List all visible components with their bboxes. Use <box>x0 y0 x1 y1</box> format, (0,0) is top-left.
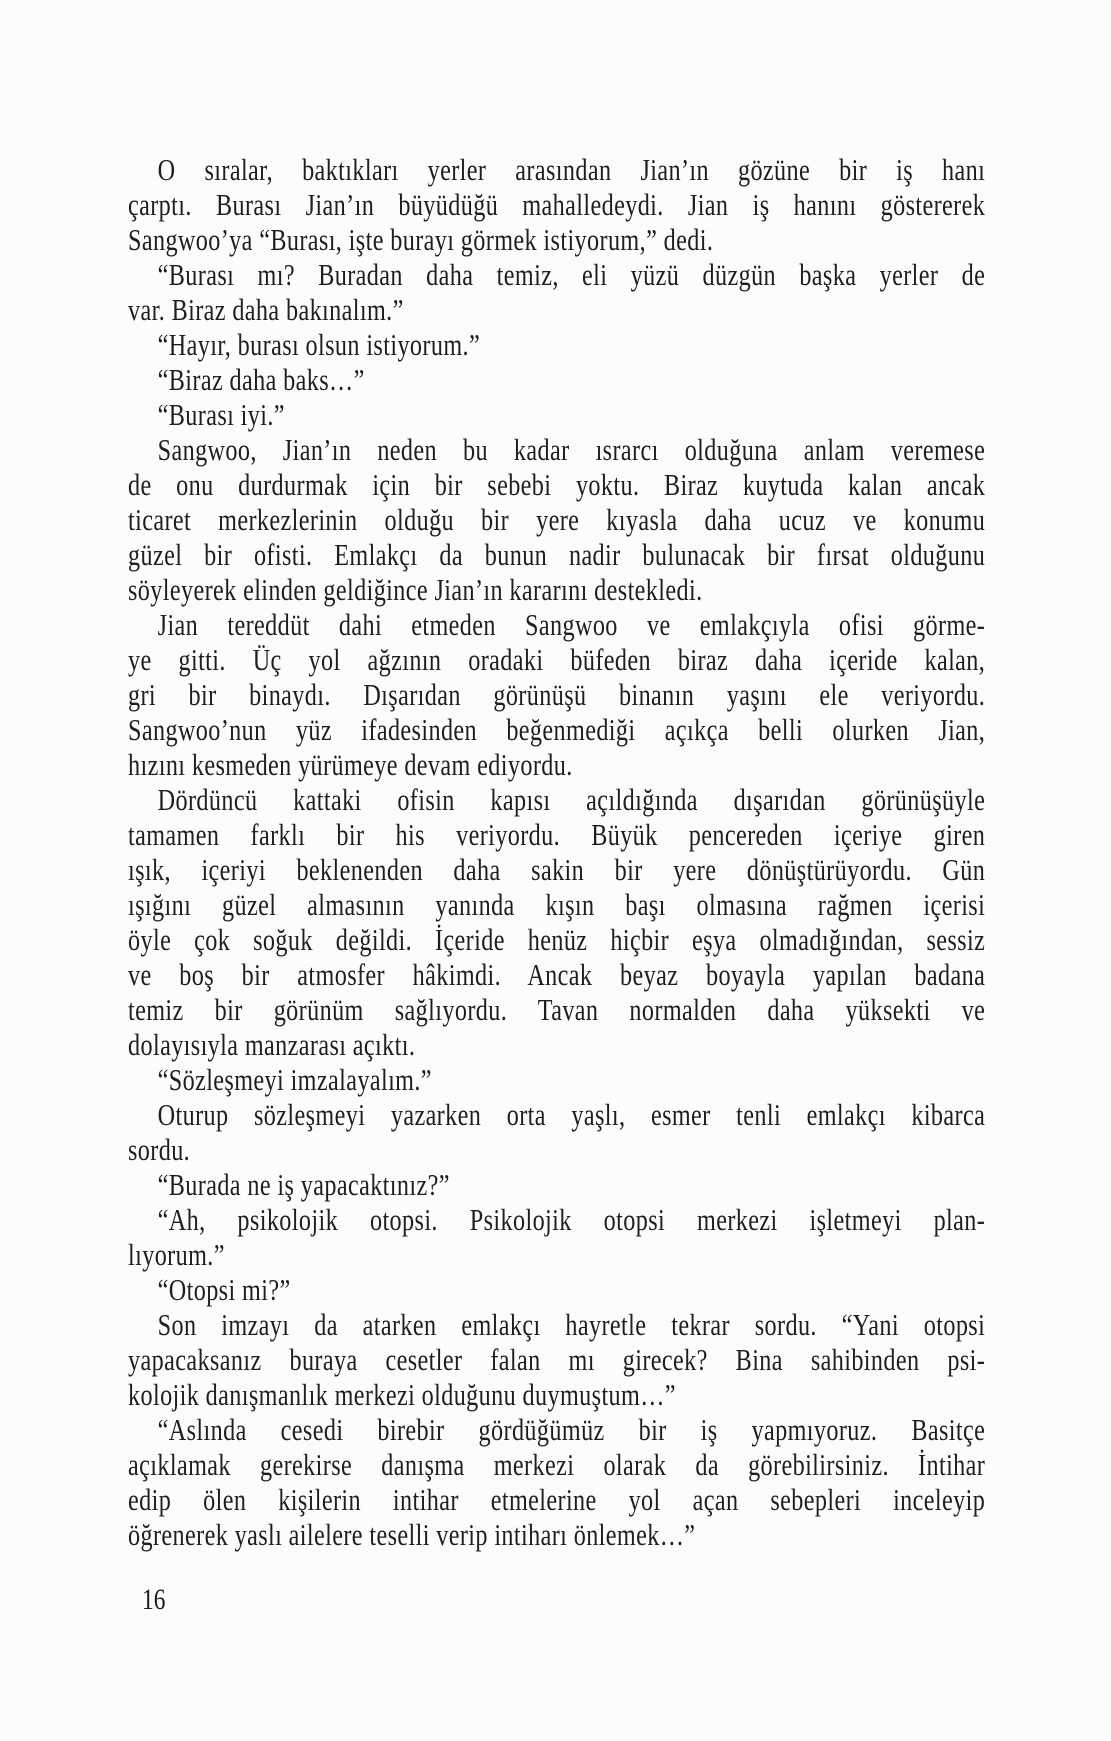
text-line: “Sözleşmeyi imzalayalım.” <box>157 1062 432 1097</box>
text-line: “Biraz daha baks…” <box>157 362 365 397</box>
text-line: Oturup sözleşmeyi yazarken orta yaşlı, esmer tenli emlakçı kibarca <box>157 1097 986 1132</box>
text-line: Sangwoo, Jian’ın neden bu kadar ısrarcı olduğuna anlam veremese <box>157 432 986 467</box>
text-line: Dördüncü kattaki ofisin kapısı açıldığında dışarıdan görünüşüyle <box>157 782 986 817</box>
text-line: lıyorum.” <box>128 1237 225 1272</box>
text-line: dolayısıyla manzarası açıktı. <box>128 1027 416 1062</box>
text-line: temiz bir görünüm sağlıyordu. Tavan normalden daha yüksekti ve <box>128 992 986 1027</box>
text-line: yapacaksanız buraya cesetler falan mı girecek? Bina sahibinden psi- <box>128 1342 986 1377</box>
text-line: var. Biraz daha bakınalım.” <box>128 292 404 327</box>
text-line: çarptı. Burası Jian’ın büyüdüğü mahalledeydi. Jian iş hanını göstererek <box>128 187 986 222</box>
text-line: gri bir binaydı. Dışarıdan görünüşü binanın yaşını ele veriyordu. <box>128 677 986 712</box>
text-line: “Otopsi mi?” <box>157 1272 291 1307</box>
text-line: O sıralar, baktıkları yerler arasından Jian’ın gözüne bir iş hanı <box>157 152 986 187</box>
text-line: ve boş bir atmosfer hâkimdi. Ancak beyaz boyayla yapılan badana <box>128 957 986 992</box>
text-line: “Burası iyi.” <box>157 397 285 432</box>
page-number: 16 <box>142 1583 166 1616</box>
text-line: söyleyerek elinden geldiğince Jian’ın kararını destekledi. <box>128 572 703 607</box>
text-line: öğrenerek yaslı ailelere teselli verip intiharı önlemek…” <box>128 1517 696 1552</box>
text-line: ticaret merkezlerinin olduğu bir yere kıyasla daha ucuz ve konumu <box>128 502 986 537</box>
text-line: “Burada ne iş yapacaktınız?” <box>157 1167 450 1202</box>
text-line: hızını kesmeden yürümeye devam ediyordu. <box>128 747 573 782</box>
text-line: kolojik danışmanlık merkezi olduğunu duymuştum…” <box>128 1377 676 1412</box>
text-line: “Ah, psikolojik otopsi. Psikolojik otopsi merkezi işletmeyi plan- <box>157 1202 986 1237</box>
page-content <box>128 152 985 1615</box>
text-line: Sangwoo’ya “Burası, işte burayı görmek istiyorum,” dedi. <box>128 222 714 257</box>
text-line: tamamen farklı bir his veriyordu. Büyük pencereden içeriye giren <box>128 817 986 852</box>
text-line: “Burası mı? Buradan daha temiz, eli yüzü düzgün başka yerler de <box>157 257 986 292</box>
text-line: “Hayır, burası olsun istiyorum.” <box>157 327 481 362</box>
text-line: Jian tereddüt dahi etmeden Sangwoo ve emlakçıyla ofisi görme- <box>157 607 986 642</box>
text-line: ışık, içeriyi beklenenden daha sakin bir yere dönüştürüyordu. Gün <box>128 852 986 887</box>
text-line: açıklamak gerekirse danışma merkezi olarak da görebilirsiniz. İntihar <box>128 1447 986 1482</box>
text-line: de onu durdurmak için bir sebebi yoktu. Biraz kuytuda kalan ancak <box>128 467 986 502</box>
text-line: Son imzayı da atarken emlakçı hayretle tekrar sordu. “Yani otopsi <box>157 1307 986 1342</box>
text-line: sordu. <box>128 1132 191 1167</box>
text-line: ye gitti. Üç yol ağzının oradaki büfeden biraz daha içeride kalan, <box>128 642 986 677</box>
text-line: “Aslında cesedi birebir gördüğümüz bir iş yapmıyoruz. Basitçe <box>157 1412 986 1447</box>
text-line: ışığını güzel almasının yanında kışın başı olmasına rağmen içerisi <box>128 887 986 922</box>
text-line: Sangwoo’nun yüz ifadesinden beğenmediği açıkça belli olurken Jian, <box>128 712 986 747</box>
text-line: edip ölen kişilerin intihar etmelerine yol açan sebepleri inceleyip <box>128 1482 986 1517</box>
body-text <box>128 152 985 1552</box>
text-line: güzel bir ofisti. Emlakçı da bunun nadir bulunacak bir fırsat olduğunu <box>128 537 986 572</box>
text-line: öyle çok soğuk değildi. İçeride henüz hiçbir eşya olmadığından, sessiz <box>128 922 986 957</box>
